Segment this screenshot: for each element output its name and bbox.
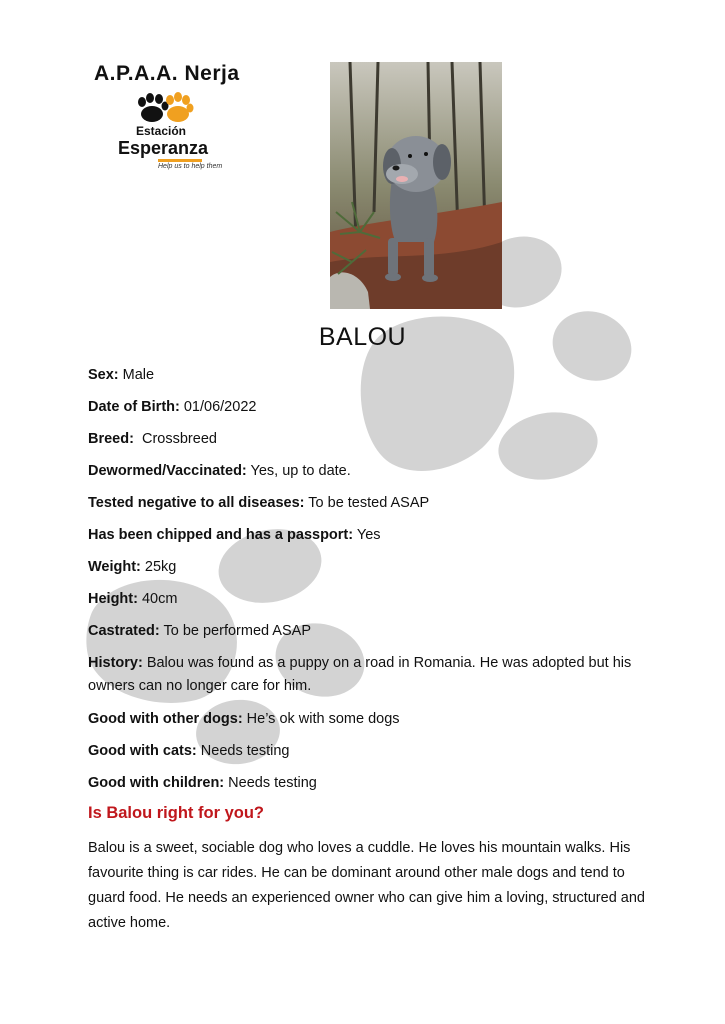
- fact-value: 25kg: [140, 559, 177, 575]
- fact-tested-diseases: [88, 492, 648, 514]
- logo-title: A.P.A.A. Nerja: [94, 62, 240, 85]
- fact-label: Castrated:: [88, 623, 160, 639]
- fact-value: To be tested ASAP: [304, 495, 430, 511]
- fact-label: Dewormed/Vaccinated:: [88, 463, 247, 479]
- dog-name-heading: BALOU: [318, 323, 407, 351]
- fact-chipped-passport: [88, 524, 648, 546]
- fact-value: 40cm: [137, 591, 178, 607]
- fact-label: Date of Birth:: [88, 399, 180, 415]
- dog-facts-list: [88, 364, 648, 804]
- fact-label: Has been chipped and has a passport:: [88, 527, 354, 543]
- fact-weight: [88, 556, 648, 578]
- fact-label: Good with children:: [88, 775, 225, 791]
- fact-value: Needs testing: [196, 743, 290, 759]
- logo-accent-strip: [158, 159, 202, 162]
- fact-label: Breed:: [88, 431, 134, 447]
- fact-castrated: [88, 620, 648, 642]
- fact-value: Yes, up to date.: [246, 463, 351, 479]
- fact-label: History:: [88, 655, 143, 671]
- dog-description: Balou is a sweet, sociable dog who loves a cuddle. He loves his mountain walks. His favourite thing is car rides. He can be dominant around other male dogs and tend to guard food. He needs an experienced owner who can give him a loving, structured and active home.: [88, 840, 645, 931]
- fact-sex: [88, 364, 648, 386]
- fact-value: Male: [118, 367, 155, 383]
- fact-dewormed-vaccinated: [88, 460, 648, 482]
- adoption-question-heading: Is Balou right for you?: [88, 804, 264, 822]
- fact-value: To be performed ASAP: [159, 623, 311, 639]
- fact-good-with-children: [88, 772, 648, 794]
- fact-label: Tested negative to all diseases:: [88, 495, 305, 511]
- fact-good-with-cats: [88, 740, 648, 762]
- fact-value: Balou was found as a puppy on a road in Romania. He was adopted but his owners can no longer care for him.: [88, 655, 632, 694]
- fact-history: [88, 652, 648, 698]
- organization-logo: [90, 62, 240, 177]
- fact-good-with-dogs: [88, 708, 648, 730]
- fact-label: Weight:: [88, 559, 141, 575]
- fact-value: He’s ok with some dogs: [242, 711, 400, 727]
- fact-value: Yes: [353, 527, 381, 543]
- fact-value: Needs testing: [224, 775, 317, 791]
- fact-label: Good with other dogs:: [88, 711, 243, 727]
- fact-label: Good with cats:: [88, 743, 197, 759]
- logo-subtitle-esperanza: Esperanza: [118, 138, 209, 158]
- dog-photo: [330, 62, 502, 309]
- fact-label: Sex:: [88, 367, 119, 383]
- fact-height: [88, 588, 648, 610]
- logo-tagline: Help us to help them: [158, 163, 223, 170]
- fact-breed: [88, 428, 648, 450]
- fact-value: Crossbreed: [133, 431, 217, 447]
- fact-value: 01/06/2022: [179, 399, 257, 415]
- logo-subtitle-estacion: Estación: [136, 124, 187, 138]
- paw-print-icon: [90, 62, 240, 127]
- fact-date-of-birth: [88, 396, 648, 418]
- fact-label: Height:: [88, 591, 138, 607]
